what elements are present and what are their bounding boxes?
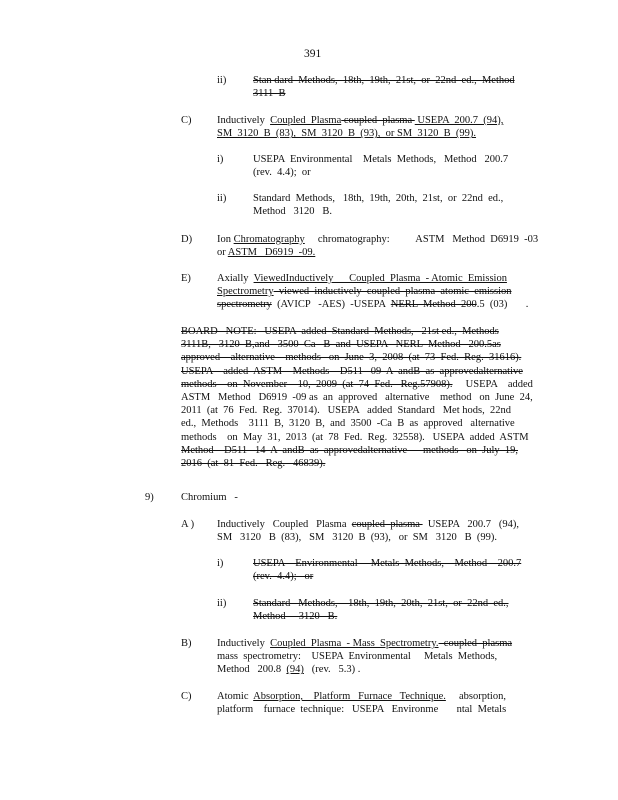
- text-run: absorption,: [445, 691, 506, 702]
- text-run: Chromium -: [181, 492, 238, 503]
- text-run: ASTM Method D6919 -09 as an approved alternative method on June 24,: [181, 392, 533, 403]
- text-line: [253, 557, 522, 570]
- text-line: [253, 205, 332, 218]
- item-label: 9): [145, 492, 154, 503]
- inserted-text: Coupled Plasma: [270, 115, 342, 126]
- item-label: i): [217, 154, 224, 165]
- text-line: [217, 114, 503, 127]
- text-line: [253, 597, 509, 610]
- text-run: Inductively: [217, 638, 271, 649]
- text-line: [181, 325, 499, 338]
- text-run: Atomic: [217, 691, 254, 702]
- text-line: [181, 378, 533, 391]
- inserted-text: ViewedInductively Coupled Plasma - Atomic Emission: [253, 273, 507, 284]
- text-run: mass spectrometry: USEPA Environmental Metals Methods,: [217, 651, 498, 663]
- item-label: i): [217, 558, 224, 569]
- text-run: Inductively Coupled Plasma: [217, 519, 352, 530]
- text-line: [253, 74, 515, 87]
- text-line: [253, 192, 503, 205]
- text-line: [181, 365, 521, 378]
- struck-text: Stan dard Methods, 18th, 19th, 21st, or 22nd ed., Method: [253, 75, 515, 86]
- text-line: [253, 166, 311, 179]
- text-run: (AVICP -AES) -USEPA: [271, 299, 391, 311]
- text-line: [217, 650, 497, 663]
- text-line: [217, 272, 507, 285]
- struck-text: coupled plasma: [438, 638, 513, 649]
- struck-text: NERL Method 200: [390, 299, 477, 311]
- struck-text: 3111B, 3120 B,and 3500 Ca B and USEPA NERL Method 200.5as: [181, 339, 501, 351]
- text-run: SM 3120 B (83), SM 3120 B (93), or SM 3120 B (99).: [217, 532, 498, 544]
- text-line: [217, 127, 476, 140]
- text-line: [181, 351, 521, 364]
- text-run: (rev. 4.4); or: [253, 167, 311, 179]
- text-line: [181, 457, 325, 470]
- struck-text: 2016 (at 81 Fed. Reg. 46839).: [181, 458, 326, 469]
- text-run: or: [217, 247, 228, 259]
- inserted-text: Coupled Plasma - Mass Spectrometry.: [270, 638, 439, 649]
- inserted-text: ASTM D6919 -09.: [227, 247, 316, 259]
- item-label: ii): [217, 193, 227, 204]
- text-run: USEPA added: [452, 378, 533, 390]
- inserted-text: USEPA 200.7 (94),: [414, 115, 504, 126]
- struck-text: USEPA Environmental Metals Methods, Method 200.7: [253, 558, 522, 569]
- text-run: platform furnace technique: USEPA Environme ntal Metals: [217, 704, 507, 716]
- struck-text: 3111 B: [253, 88, 286, 100]
- text-run: 2011 (at 76 Fed. Reg. 37014). USEPA added Standard Met hods, 22nd: [181, 405, 511, 417]
- text-run: Ion: [217, 234, 234, 245]
- text-line: [181, 404, 511, 417]
- inserted-text: Spectrometry: [217, 286, 274, 298]
- struck-text: (rev. 4.4); or: [253, 571, 314, 583]
- item-label: A ): [181, 519, 195, 530]
- text-line: [181, 444, 518, 457]
- text-run: Inductively: [217, 115, 271, 126]
- struck-text: USEPA added ASTM Methods D511 09 A andB as approvedalternative: [181, 365, 523, 377]
- text-run: USEPA 200.7 (94),: [422, 519, 520, 530]
- text-line: [253, 87, 285, 100]
- text-run: .5 (03) .: [476, 299, 529, 311]
- item-label: E): [181, 273, 191, 284]
- text-run: Method 3120 B.: [253, 206, 333, 218]
- text-run: ed., Methods 3111 B, 3120 B, and 3500 -Ca B as approved alternative: [181, 418, 515, 430]
- text-run: USEPA Environmental Metals Methods, Method 200.7: [253, 154, 509, 165]
- text-line: [217, 298, 528, 311]
- struck-text: viewed inductively coupled plasma atomic emission: [273, 286, 512, 298]
- inserted-text: SM 3120 B (83), SM 3120 B (93), or SM 3120 B (99).: [217, 128, 477, 140]
- struck-text: Standard Methods, 18th, 19th, 20th, 21st, or 22nd ed.,: [253, 598, 509, 609]
- item-label: C): [181, 115, 192, 126]
- item-label: B): [181, 638, 192, 649]
- text-line: [253, 153, 508, 166]
- struck-text: Method D511 14 A andB as approvedalternative methods on July 19,: [181, 444, 519, 456]
- text-line: [217, 637, 512, 650]
- text-run: methods on May 31, 2013 (at 78 Fed. Reg. 32558). USEPA added ASTM: [181, 431, 529, 443]
- text-line: [217, 518, 519, 531]
- struck-text: coupled plasma: [351, 519, 423, 530]
- text-line: [181, 417, 515, 430]
- text-line: [217, 690, 506, 703]
- text-line: [217, 663, 360, 676]
- text-run: Standard Methods, 18th, 19th, 20th, 21st, or 22nd ed.,: [253, 193, 504, 204]
- text-line: [181, 431, 529, 444]
- text-line: [181, 491, 238, 504]
- text-line: [181, 391, 533, 404]
- text-line: [217, 246, 315, 259]
- text-line: [217, 531, 497, 544]
- text-line: [217, 285, 512, 298]
- item-label: C): [181, 691, 192, 702]
- text-run: Axially: [217, 273, 254, 284]
- item-label: D): [181, 234, 193, 245]
- text-run: Method 200.8: [217, 664, 287, 676]
- struck-text: approved alternative methods on June 3, 2008 (at 73 Fed. Reg. 31616).: [181, 352, 522, 364]
- text-run: (rev. 5.3) .: [303, 664, 361, 676]
- inserted-text: Absorption, Platform Furnace Technique.: [253, 691, 446, 702]
- text-line: [217, 703, 506, 716]
- text-line: [253, 610, 337, 623]
- inserted-text: Chromatography: [233, 234, 305, 245]
- struck-text: Method 3120 B.: [253, 611, 338, 623]
- inserted-text: (94): [286, 664, 304, 676]
- text-run: chromatography: ASTM Method D6919 -03: [304, 234, 539, 245]
- struck-text: coupled plasma: [341, 115, 415, 126]
- text-line: [181, 338, 501, 351]
- item-label: ii): [217, 75, 227, 86]
- struck-text: spectrometry: [217, 299, 272, 311]
- struck-text: methods on November 10, 2009 (at 74 Fed. Reg.57908).: [181, 378, 453, 390]
- text-line: [253, 570, 313, 583]
- text-line: [217, 233, 537, 246]
- item-label: ii): [217, 598, 227, 609]
- page-number: 391: [304, 48, 322, 60]
- struck-text: BOARD NOTE: USEPA added Standard Methods, 21st ed., Methods: [181, 326, 499, 337]
